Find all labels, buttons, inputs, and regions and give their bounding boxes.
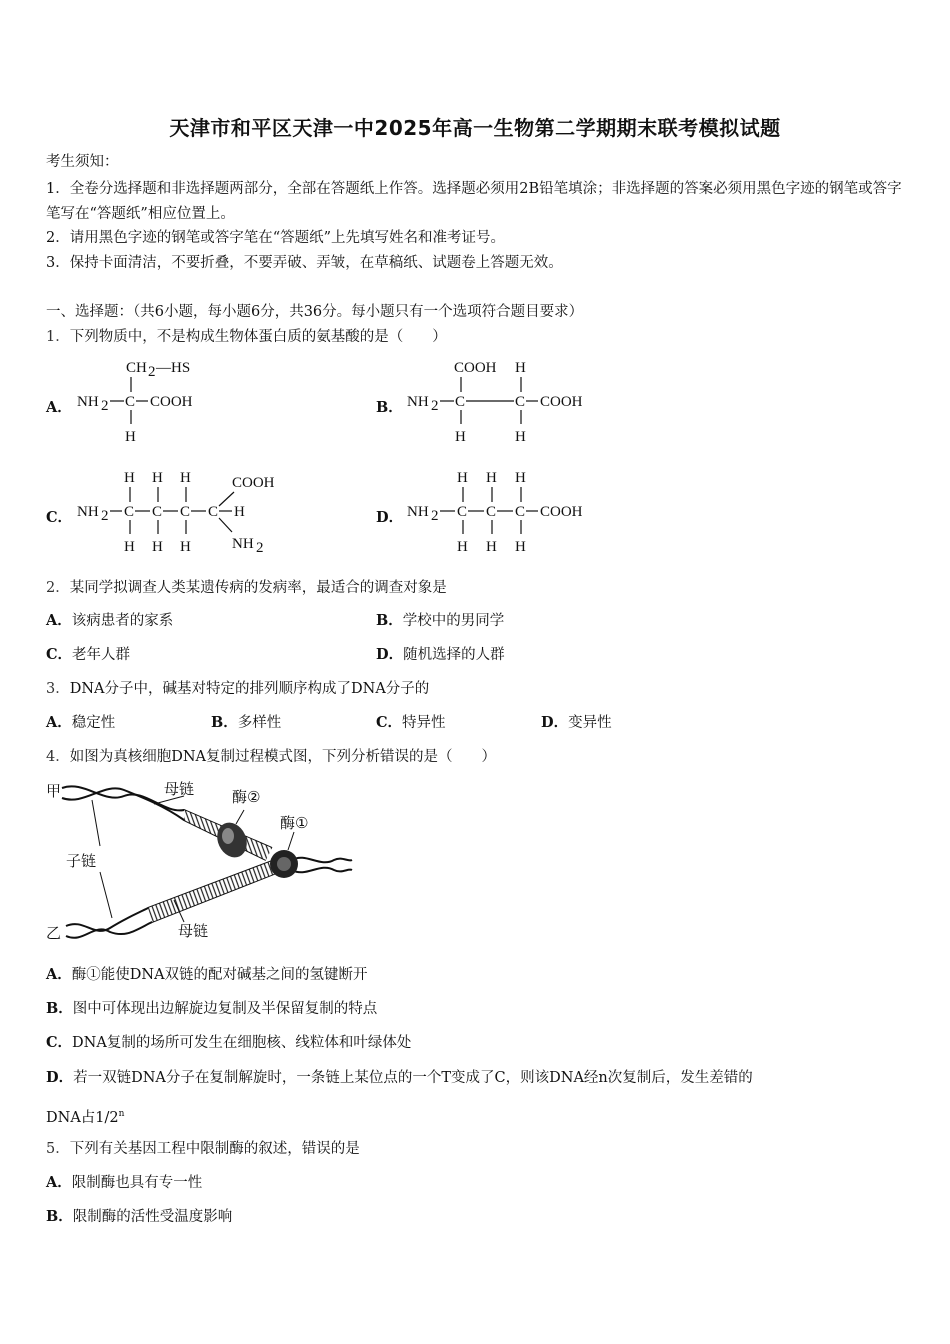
q5-option-b[interactable]: B．限制酶的活性受温度影响 <box>46 1208 233 1225</box>
svg-text:2: 2 <box>148 364 156 380</box>
dna-replication-figure <box>44 776 354 946</box>
question-5: 5．下列有关基因工程中限制酶的叙述，错误的是 <box>46 1141 360 1157</box>
q3-option-b[interactable]: B．多样性 <box>211 714 282 731</box>
label-daughter-strand: 子链 <box>66 852 97 870</box>
svg-text:H: H <box>152 470 163 486</box>
question-stem: DNA分子中，碱基对特定的排列顺序构成了DNA分子的 <box>69 681 430 697</box>
svg-text:H: H <box>180 470 191 486</box>
label-enzyme-2: 酶② <box>232 788 261 806</box>
label-parent-strand-top: 母链 <box>164 780 195 798</box>
q2-option-a[interactable]: A．该病患者的家系 <box>46 612 174 629</box>
svg-text:COOH: COOH <box>150 394 193 410</box>
notice-heading: 考生须知： <box>46 154 119 170</box>
question-3: 3．DNA分子中，碱基对特定的排列顺序构成了DNA分子的 <box>46 681 430 697</box>
q2-option-d[interactable]: D．随机选择的人群 <box>376 646 505 663</box>
label-jia: 甲 <box>46 782 62 800</box>
q4-option-d-continued: DNA占1/2$^n$ <box>46 1109 125 1126</box>
question-1 <box>46 327 447 347</box>
svg-text:H: H <box>515 539 526 555</box>
q2-option-b[interactable]: B．学校中的男同学 <box>376 612 505 629</box>
svg-text:H: H <box>515 429 526 445</box>
label-yi: 乙 <box>46 924 62 942</box>
question-stem: 下列物质中，不是构成生物体蛋白质的氨基酸的是（ ） <box>69 329 447 345</box>
svg-text:C: C <box>455 394 466 410</box>
svg-text:H: H <box>124 470 135 486</box>
label-enzyme-1: 酶① <box>280 814 309 832</box>
molecule-b-diagram <box>404 352 604 448</box>
svg-text:2: 2 <box>101 508 109 524</box>
svg-text:2: 2 <box>101 398 109 414</box>
question-stem: 下列有关基因工程中限制酶的叙述，错误的是 <box>69 1141 360 1157</box>
svg-text:C: C <box>180 504 191 520</box>
svg-text:COOH: COOH <box>540 504 583 520</box>
q1-option-a-label[interactable]: A． <box>46 399 72 416</box>
q3-option-c[interactable]: C．特异性 <box>376 714 446 731</box>
svg-text:H: H <box>125 429 136 445</box>
q4-option-c[interactable]: C．DNA复制的场所可发生在细胞核、线粒体和叶绿体处 <box>46 1034 412 1051</box>
svg-text:H: H <box>124 539 135 555</box>
q3-option-a[interactable]: A．稳定性 <box>46 714 116 731</box>
question-4: 4．如图为真核细胞DNA复制过程模式图，下列分析错误的是（ ） <box>46 749 497 765</box>
svg-text:NH: NH <box>407 394 429 410</box>
svg-text:H: H <box>234 504 245 520</box>
molecule-a-diagram <box>74 352 224 448</box>
svg-text:—HS: —HS <box>156 360 191 376</box>
molecule-d-diagram <box>404 462 614 558</box>
svg-text:NH: NH <box>77 394 99 410</box>
notice-item-1: 1．全卷分选择题和非选择题两部分，全部在答题纸上作答。选择题必须用2B铅笔填涂；非选择题的答案必须用黑色字迹的钢笔或答字笔写在“答题纸”相应位置上。 <box>46 181 902 222</box>
svg-text:NH: NH <box>77 504 99 520</box>
q1-option-c-label[interactable]: C． <box>46 509 73 526</box>
q1-option-d-label[interactable]: D． <box>376 509 404 526</box>
svg-text:C: C <box>515 504 526 520</box>
svg-text:NH: NH <box>407 504 429 520</box>
svg-text:H: H <box>486 470 497 486</box>
svg-text:2: 2 <box>431 508 439 524</box>
q3-option-d[interactable]: D．变异性 <box>541 714 612 731</box>
svg-text:C: C <box>208 504 219 520</box>
q4-option-a[interactable]: A．酶①能使DNA双链的配对碱基之间的氢键断开 <box>46 966 368 983</box>
question-number: 1． <box>46 329 70 345</box>
q4-option-d[interactable]: D．若一双链DNA分子在复制解旋时，一条链上某位点的一个T变成了C，则该DNA经n次复制后，发生差错的 <box>46 1069 753 1086</box>
q2-option-c[interactable]: C．老年人群 <box>46 646 131 663</box>
svg-text:NH: NH <box>232 536 254 552</box>
section-heading: 一、选择题：（共6小题，每小题6分，共36分。每小题只有一个选项符合题目要求） <box>46 304 584 320</box>
question-stem: 如图为真核细胞DNA复制过程模式图，下列分析错误的是（ ） <box>69 749 497 765</box>
svg-text:COOH: COOH <box>454 360 497 376</box>
svg-text:C: C <box>515 394 526 410</box>
svg-text:COOH: COOH <box>540 394 583 410</box>
svg-text:2: 2 <box>256 540 264 556</box>
svg-text:C: C <box>152 504 163 520</box>
label-parent-strand-bottom: 母链 <box>178 922 209 940</box>
page-title: 天津市和平区天津一中2025年高一生物第二学期期末联考模拟试题 <box>169 116 781 140</box>
svg-text:H: H <box>180 539 191 555</box>
q1-option-b-label[interactable]: B． <box>376 399 403 416</box>
svg-text:H: H <box>515 470 526 486</box>
molecule-c-diagram <box>74 462 294 558</box>
svg-text:H: H <box>515 360 526 376</box>
svg-text:C: C <box>124 504 135 520</box>
notice-item-2: 2．请用黑色字迹的钢笔或答字笔在“答题纸”上先填写姓名和准考证号。 <box>46 230 506 246</box>
svg-text:H: H <box>455 429 466 445</box>
svg-text:H: H <box>457 470 468 486</box>
svg-text:C: C <box>125 394 136 410</box>
svg-text:COOH: COOH <box>232 475 275 491</box>
q4-option-b[interactable]: B．图中可体现出边解旋边复制及半保留复制的特点 <box>46 1000 378 1017</box>
notice-item-3: 3．保持卡面清洁，不要折叠，不要弄破、弄皱，在草稿纸、试题卷上答题无效。 <box>46 255 563 271</box>
question-stem: 某同学拟调查人类某遗传病的发病率，最适合的调查对象是 <box>69 580 447 596</box>
svg-text:H: H <box>457 539 468 555</box>
svg-text:H: H <box>486 539 497 555</box>
svg-text:2: 2 <box>431 398 439 414</box>
svg-text:H: H <box>152 539 163 555</box>
svg-text:C: C <box>457 504 468 520</box>
question-2: 2．某同学拟调查人类某遗传病的发病率，最适合的调查对象是 <box>46 580 447 596</box>
mol-a-ch2: CH <box>126 360 147 376</box>
svg-text:C: C <box>486 504 497 520</box>
q5-option-a[interactable]: A．限制酶也具有专一性 <box>46 1174 203 1191</box>
